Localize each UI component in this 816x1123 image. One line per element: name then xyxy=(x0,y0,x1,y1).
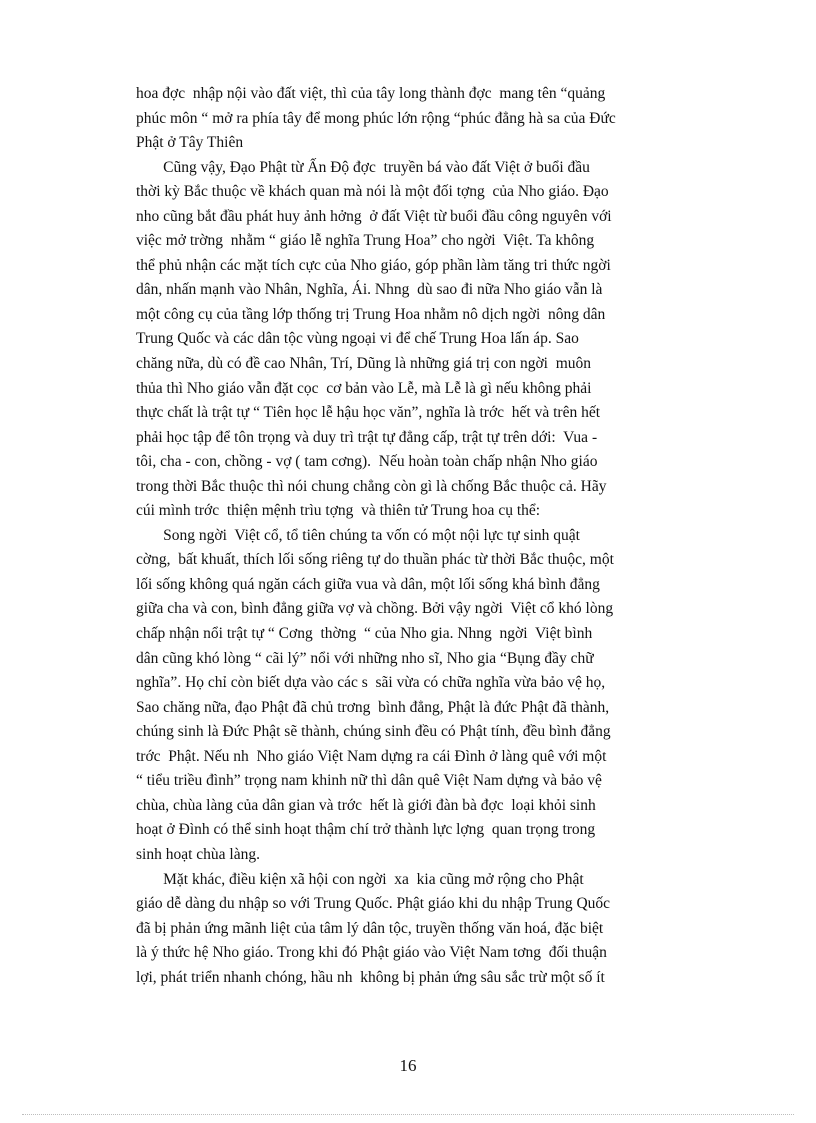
text-line: Sao chăng nữa, đạo Phật đã chủ trơng bình đẳng, Phật là đức Phật đã thành, xyxy=(136,698,610,716)
text-line: dân, nhấn mạnh vào Nhân, Nghĩa, Ái. Nhng dù sao đi nữa Nho giáo vẫn là xyxy=(136,281,603,299)
text-line: một công cụ của tầng lớp thống trị Trung Hoa nhằm nô dịch ngời nông dân xyxy=(136,305,606,323)
text-line: việc mở trờng nhằm “ giáo lễ nghĩa Trung Hoa” cho ngời Việt. Ta không xyxy=(136,232,595,250)
text-line: phải học tập để tôn trọng và duy trì trật tự đẳng cấp, trật tự trên dới: Vua - xyxy=(136,428,598,446)
text-line: Phật ở Tây Thiên xyxy=(136,134,244,152)
text-line: cúi mình trớc thiện mệnh trìu tợng và thiên tử Trung hoa cụ thể: xyxy=(136,502,541,520)
text-line: nghĩa”. Họ chỉ còn biết dựa vào các s sãi vừa có chữa nghĩa vừa bảo vệ họ, xyxy=(136,674,606,692)
text-line: dân cũng khó lòng “ cãi lý” nổi với những nho sĩ, Nho gia “Bụng đầy chữ xyxy=(136,649,594,667)
text-line: Cũng vậy, Đạo Phật từ Ấn Độ đợc truyền bá vào đất Việt ở buổi đầu xyxy=(136,158,590,176)
text-line: cờng, bất khuất, thích lối sống riêng tự do thuần phác từ thời Bắc thuộc, một xyxy=(136,551,614,569)
text-line: hoạt ở Đình có thể sinh hoạt thậm chí trở thành lực lợng quan trọng trong xyxy=(136,821,596,839)
text-line: Mặt khác, điều kiện xã hội con ngời xa kia cũng mở rộng cho Phật xyxy=(136,870,584,888)
page-number: 16 xyxy=(399,1056,417,1075)
text-line: chấp nhận nổi trật tự “ Cơng thờng “ của Nho gia. Nhng ngời Việt bình xyxy=(136,625,593,643)
text-line: chùa, chùa làng của dân gian và trớc hết là giới đàn bà đợc loại khỏi sinh xyxy=(136,796,596,814)
text-line: chúng sinh là Đức Phật sẽ thành, chúng sinh đều có Phật tính, đều bình đẳng xyxy=(136,723,611,741)
text-line: thể phủ nhận các mặt tích cực của Nho giáo, góp phần làm tăng tri thức ngời xyxy=(136,256,611,274)
page-bottom-border xyxy=(22,1114,794,1115)
text-line: trong thời Bắc thuộc thì nói chung chẳng còn gì là chống Bắc thuộc cả. Hãy xyxy=(136,477,607,495)
text-line: Song ngời Việt cổ, tổ tiên chúng ta vốn có một nội lực tự sinh quật xyxy=(136,526,580,544)
text-line: sinh hoạt chùa làng. xyxy=(136,845,260,863)
body-text xyxy=(136,82,730,990)
text-line: là ý thức hệ Nho giáo. Trong khi đó Phật giáo vào Việt Nam tơng đối thuận xyxy=(136,944,607,962)
text-line: giáo dễ dàng du nhập so với Trung Quốc. Phật giáo khi du nhập Trung Quốc xyxy=(136,895,611,913)
text-line: “ tiểu triều đình” trọng nam khinh nữ thì dân quê Việt Nam dựng và bảo vệ xyxy=(136,772,602,790)
text-line: thủa thì Nho giáo vẫn đặt cọc cơ bản vào Lễ, mà Lễ là gì nếu không phải xyxy=(136,379,592,397)
text-line: lợi, phát triển nhanh chóng, hầu nh không bị phản ứng sâu sắc trừ một số ít xyxy=(136,968,605,986)
text-line: giữa cha và con, bình đẳng giữa vợ và chồng. Bởi vậy ngời Việt cổ khó lòng xyxy=(136,600,614,618)
text-line: phúc môn “ mở ra phía tây để mong phúc lớn rộng “phúc đẳng hà sa của Đức xyxy=(136,109,616,127)
text-line: đã bị phản ứng mãnh liệt của tâm lý dân tộc, truyền thống văn hoá, đặc biệt xyxy=(136,919,604,937)
text-line: lối sống không quá ngăn cách giữa vua và dân, một lối sống khá bình đẳng xyxy=(136,575,600,593)
text-line: tôi, cha - con, chồng - vợ ( tam cơng). Nếu hoàn toàn chấp nhận Nho giáo xyxy=(136,453,598,471)
text-line: hoa đợc nhập nội vào đất việt, thì của tây long thành đợc mang tên “quảng xyxy=(136,85,606,102)
text-line: nho cũng bắt đầu phát huy ảnh hởng ở đất Việt từ buổi đầu công nguyên với xyxy=(136,207,612,225)
text-line: trớc Phật. Nếu nh Nho giáo Việt Nam dựng ra cái Đình ở làng quê với một xyxy=(136,747,607,765)
text-line: Trung Quốc và các dân tộc vùng ngoại vi để chế Trung Hoa lấn áp. Sao xyxy=(136,330,579,348)
text-line: chăng nữa, dù có đề cao Nhân, Trí, Dũng là những giá trị con ngời muôn xyxy=(136,355,592,373)
text-line: thời kỳ Bắc thuộc về khách quan mà nói là một đối tợng của Nho giáo. Đạo xyxy=(136,183,609,201)
text-line: thực chất là trật tự “ Tiên học lễ hậu học văn”, nghĩa là trớc hết và trên hết xyxy=(136,404,601,422)
